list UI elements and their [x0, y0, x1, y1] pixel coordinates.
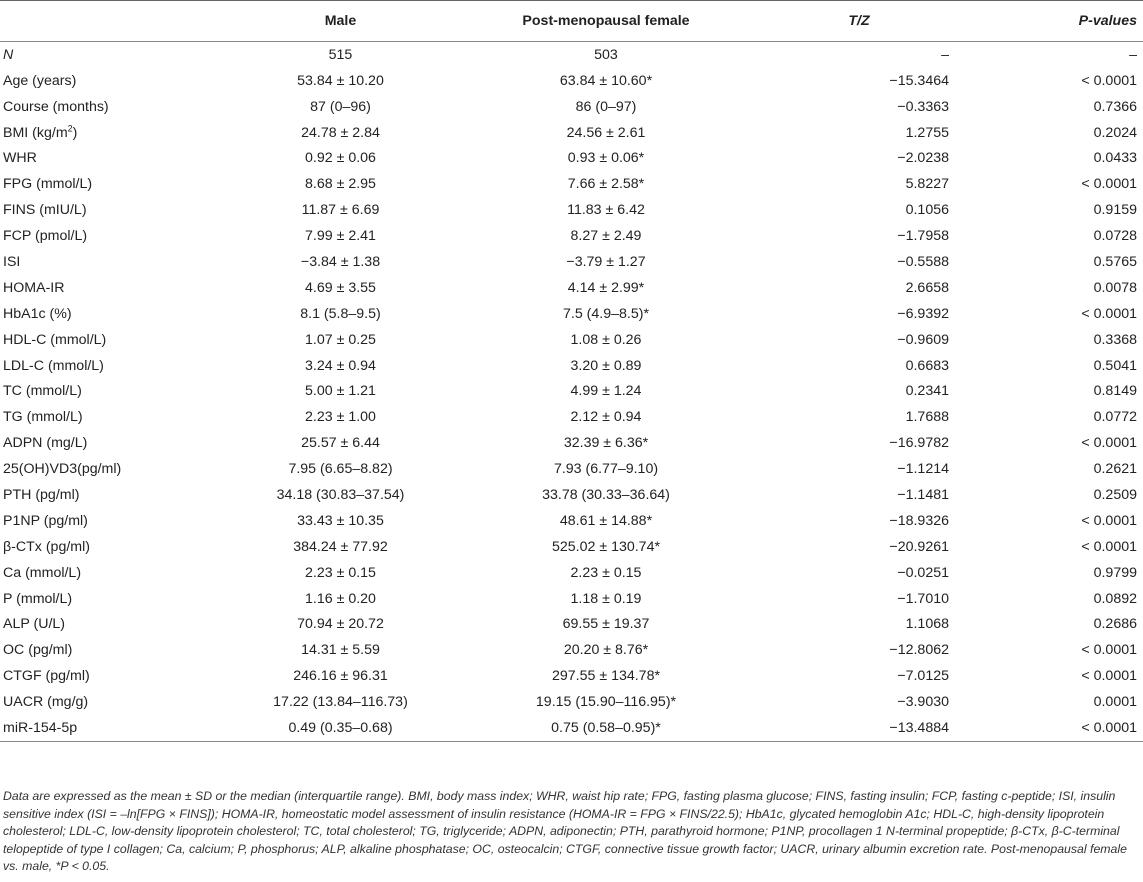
male-value: 1.07 ± 0.25 — [305, 331, 376, 348]
p-value: < 0.0001 — [967, 715, 1143, 741]
p-value: 0.2686 — [1093, 616, 1137, 633]
male-value: 24.78 ± 2.84 — [301, 124, 380, 141]
female-value: 69.55 ± 19.37 — [562, 616, 650, 633]
tz-value: 0.6683 — [905, 357, 949, 374]
row-label: HDL-C (mmol/L) — [3, 331, 107, 348]
female-value: 2.23 ± 0.15 — [570, 564, 642, 581]
row-label: CTGF (pg/ml) — [3, 668, 90, 685]
row-label: P1NP (pg/ml) — [3, 512, 88, 529]
male-value: 5.00 ± 1.21 — [305, 383, 376, 400]
p-value: 0.8149 — [1093, 383, 1137, 400]
tz-value: −2.0238 — [897, 150, 949, 167]
table-row — [0, 404, 1143, 430]
tz-value: −0.3363 — [897, 98, 949, 115]
table-row — [0, 689, 1143, 715]
tz-value: 1.2755 — [905, 124, 949, 141]
tz-value: −0.0251 — [897, 564, 949, 581]
female-value: 2.12 ± 0.94 — [570, 409, 642, 426]
p-value: < 0.0001 — [1081, 642, 1137, 659]
table-footnote: Data are expressed as the mean ± SD or the median (interquartile range). BMI, body mass index; WHR, waist hip rate; FPG, fasting plasma glucose; FINS, fasting insulin; FCP, fasting c-peptide; ISI, insulin sensitive index (ISI = –ln[FPG × FINS]); HOMA-IR, homeostatic model assessment of insulin resistance (HOMA-IR = FPG × FINS/22.5); HbA1c, glycated hemoglobin A1c; HDL-C, high-density lipoprotein cholesterol; LDL-C, low-density lipoprotein cholesterol; TC, total cholesterol; TG, triglyceride; ADPN, adiponectin; PTH, parathyroid hormone; P1NP, procollagen 1 N-terminal propeptide; β-CTx, β-C-terminal telopeptide of type I collagen; Ca, calcium; P, phosphorus; ALP, alkaline phosphatase; OC, osteocalcin; CTGF, connective tissue growth factor; UACR, urinary albumin excretion rate. Post-menopausal female vs. male, *P < 0.05. — [3, 789, 1127, 873]
female-value: 4.14 ± 2.99* — [567, 279, 645, 296]
female-value: 24.56 ± 2.61 — [566, 124, 646, 141]
row-label: N — [3, 46, 14, 63]
tz-value: −3.9030 — [897, 694, 949, 711]
female-value: 63.84 ± 10.60* — [559, 72, 653, 89]
row-label: UACR (mg/g) — [3, 694, 89, 711]
female-value: −3.79 ± 1.27 — [566, 253, 646, 270]
row-label: Age (years) — [3, 72, 77, 89]
p-value: 0.0078 — [1093, 279, 1137, 296]
female-value: 7.5 (4.9–8.5)* — [563, 305, 649, 322]
table-row — [0, 586, 1143, 612]
row-label: ISI — [3, 253, 21, 270]
female-value: 86 (0–97) — [575, 98, 637, 115]
table-row — [0, 482, 1143, 508]
table-row — [0, 612, 1143, 638]
table-row — [0, 42, 1143, 68]
bmi-label-close: ) — [72, 124, 78, 141]
tz-value: −1.7958 — [897, 228, 949, 245]
male-value: 8.1 (5.8–9.5) — [300, 305, 381, 322]
table-row — [0, 353, 1143, 379]
tz-value: −13.4884 — [751, 715, 967, 741]
p-value: < 0.0001 — [1081, 668, 1137, 685]
female-value: 1.18 ± 0.19 — [570, 590, 642, 607]
row-label: OC (pg/ml) — [3, 642, 73, 659]
male-value: 3.24 ± 0.94 — [305, 357, 376, 374]
header-variable — [0, 1, 220, 42]
bmi-superscript: 2 — [67, 122, 73, 133]
table-header — [0, 1, 1143, 42]
female-value: 503 — [594, 46, 618, 63]
row-label: Ca (mmol/L) — [3, 564, 82, 581]
tz-value: −0.9609 — [897, 331, 949, 348]
male-value: 70.94 ± 20.72 — [297, 616, 384, 633]
table-row — [0, 715, 1143, 741]
table-row — [0, 430, 1143, 456]
female-value: 33.78 (30.33–36.64) — [542, 486, 670, 503]
p-value: 0.0772 — [1093, 409, 1137, 426]
row-label: TC (mmol/L) — [3, 383, 82, 400]
male-value: 25.57 ± 6.44 — [301, 435, 380, 452]
tz-value: 2.6658 — [905, 279, 949, 296]
male-value: 87 (0–96) — [310, 98, 371, 115]
p-value: 0.9799 — [1093, 564, 1137, 581]
tz-value: −6.9392 — [897, 305, 949, 322]
tz-value: 1.1068 — [905, 616, 949, 633]
male-value: 11.87 ± 6.69 — [301, 202, 380, 219]
row-label: WHR — [3, 150, 37, 167]
female-value: 4.99 ± 1.24 — [570, 383, 642, 400]
tz-value: 5.8227 — [905, 176, 949, 193]
table-row — [0, 94, 1143, 120]
header-tz: T/Z — [751, 1, 967, 42]
row-label: P (mmol/L) — [3, 590, 73, 607]
table-row — [0, 327, 1143, 353]
header-row — [0, 1, 1143, 42]
row-label: TG (mmol/L) — [3, 409, 83, 426]
table-row — [0, 120, 1143, 146]
p-value: < 0.0001 — [1081, 538, 1137, 555]
table-row — [0, 197, 1143, 223]
tz-value: −7.0125 — [897, 668, 949, 685]
row-label: FCP (pmol/L) — [3, 228, 88, 245]
female-value: 11.83 ± 6.42 — [567, 202, 645, 219]
table-row — [0, 275, 1143, 301]
tz-value: −18.9326 — [889, 512, 949, 529]
tz-value: −0.5588 — [897, 253, 949, 270]
male-value: 4.69 ± 3.55 — [305, 279, 376, 296]
p-value: 0.5765 — [1093, 253, 1137, 270]
p-value: 0.0892 — [1093, 590, 1137, 607]
tz-value: −20.9261 — [889, 538, 949, 555]
female-value: 525.02 ± 130.74* — [552, 538, 660, 555]
p-value: 0.9159 — [1093, 202, 1137, 219]
p-value: 0.3368 — [1093, 331, 1137, 348]
male-value: 0.92 ± 0.06 — [305, 150, 376, 167]
row-label: ALP (U/L) — [3, 616, 66, 633]
tz-value: −15.3464 — [889, 72, 949, 89]
p-value: < 0.0001 — [1081, 512, 1137, 529]
table-row — [0, 301, 1143, 327]
p-value: 0.0728 — [1093, 228, 1137, 245]
p-value: < 0.0001 — [1081, 72, 1137, 89]
table-row — [0, 223, 1143, 249]
male-value: 33.43 ± 10.35 — [297, 512, 384, 529]
female-value: 1.08 ± 0.26 — [570, 331, 642, 348]
tz-value: 0.1056 — [905, 202, 949, 219]
p-value: < 0.0001 — [1081, 435, 1137, 452]
male-value: 1.16 ± 0.20 — [305, 590, 376, 607]
tz-value: 1.7688 — [905, 409, 949, 426]
row-label: HbA1c (%) — [3, 305, 72, 322]
tz-value: −16.9782 — [889, 435, 949, 452]
female-value: 7.66 ± 2.58* — [567, 176, 645, 193]
table-row — [0, 508, 1143, 534]
table-row — [0, 456, 1143, 482]
table-row — [0, 379, 1143, 405]
p-value: – — [1129, 46, 1137, 63]
row-label: FINS (mIU/L) — [3, 202, 87, 219]
p-value: 0.7366 — [1093, 98, 1137, 115]
female-value: 48.61 ± 14.88* — [559, 512, 653, 529]
female-value: 20.20 ± 8.76* — [563, 642, 649, 659]
p-value: < 0.0001 — [1081, 176, 1137, 193]
row-label: 25(OH)VD3(pg/ml) — [3, 461, 122, 478]
p-value: 0.2024 — [1093, 124, 1137, 141]
table-row — [0, 637, 1143, 663]
bmi-label-text: BMI (kg/m — [3, 124, 68, 141]
row-label: ADPN (mg/L) — [3, 435, 88, 452]
male-value: 7.99 ± 2.41 — [305, 228, 376, 245]
female-value: 0.75 (0.58–0.95)* — [461, 715, 751, 741]
table-row — [0, 249, 1143, 275]
tz-value: 0.2341 — [905, 383, 949, 400]
tz-value: −12.8062 — [889, 642, 949, 659]
tz-value: – — [941, 46, 949, 63]
p-value: 0.0433 — [1093, 150, 1137, 167]
row-label: miR-154-5p — [0, 715, 220, 741]
male-value: 8.68 ± 2.95 — [305, 176, 376, 193]
row-label: β-CTx (pg/ml) — [3, 538, 90, 555]
row-label: Course (months) — [3, 98, 109, 115]
male-value: 34.18 (30.83–37.54) — [276, 486, 405, 503]
p-value: 0.5041 — [1093, 357, 1137, 374]
row-label: PTH (pg/ml) — [3, 486, 80, 503]
row-label: LDL-C (mmol/L) — [3, 357, 104, 374]
male-value: 17.22 (13.84–116.73) — [273, 694, 408, 711]
female-value: 8.27 ± 2.49 — [570, 228, 642, 245]
p-value: 0.2509 — [1093, 486, 1137, 503]
table-row — [0, 663, 1143, 689]
male-value: 7.95 (6.65–8.82) — [288, 461, 393, 478]
male-value: 0.49 (0.35–0.68) — [220, 715, 461, 741]
table-row — [0, 146, 1143, 172]
male-value: 384.24 ± 77.92 — [293, 538, 388, 555]
male-value: 246.16 ± 96.31 — [293, 668, 388, 685]
tz-value: −1.7010 — [897, 590, 949, 607]
female-value: 297.55 ± 134.78* — [552, 668, 660, 685]
table-body — [0, 42, 1143, 742]
table-row — [0, 171, 1143, 197]
male-value: 515 — [328, 46, 353, 63]
female-value: 19.15 (15.90–116.95)* — [535, 694, 677, 711]
female-value: 32.39 ± 6.36* — [563, 435, 649, 452]
p-value: 0.0001 — [1093, 694, 1137, 711]
table-row — [0, 560, 1143, 586]
row-label — [0, 120, 220, 146]
row-label: FPG (mmol/L) — [3, 176, 93, 193]
male-value: 2.23 ± 0.15 — [305, 564, 376, 581]
male-value: 2.23 ± 1.00 — [305, 409, 376, 426]
female-value: 7.93 (6.77–9.10) — [553, 461, 659, 478]
header-female: Post-menopausal female — [461, 1, 751, 42]
female-value: 0.93 ± 0.06* — [567, 150, 645, 167]
p-value: 0.2621 — [1093, 461, 1137, 478]
header-pvalues: P-values — [967, 1, 1143, 42]
p-value: < 0.0001 — [1081, 305, 1137, 322]
tz-value: −1.1481 — [897, 486, 949, 503]
table-row — [0, 68, 1143, 94]
tz-value: −1.1214 — [897, 461, 949, 478]
male-value: −3.84 ± 1.38 — [300, 253, 381, 270]
row-label: HOMA-IR — [3, 279, 65, 296]
female-value: 3.20 ± 0.89 — [570, 357, 642, 374]
table-row — [0, 534, 1143, 560]
header-male: Male — [220, 1, 461, 42]
male-value: 14.31 ± 5.59 — [301, 642, 380, 659]
male-value: 53.84 ± 10.20 — [297, 72, 384, 89]
